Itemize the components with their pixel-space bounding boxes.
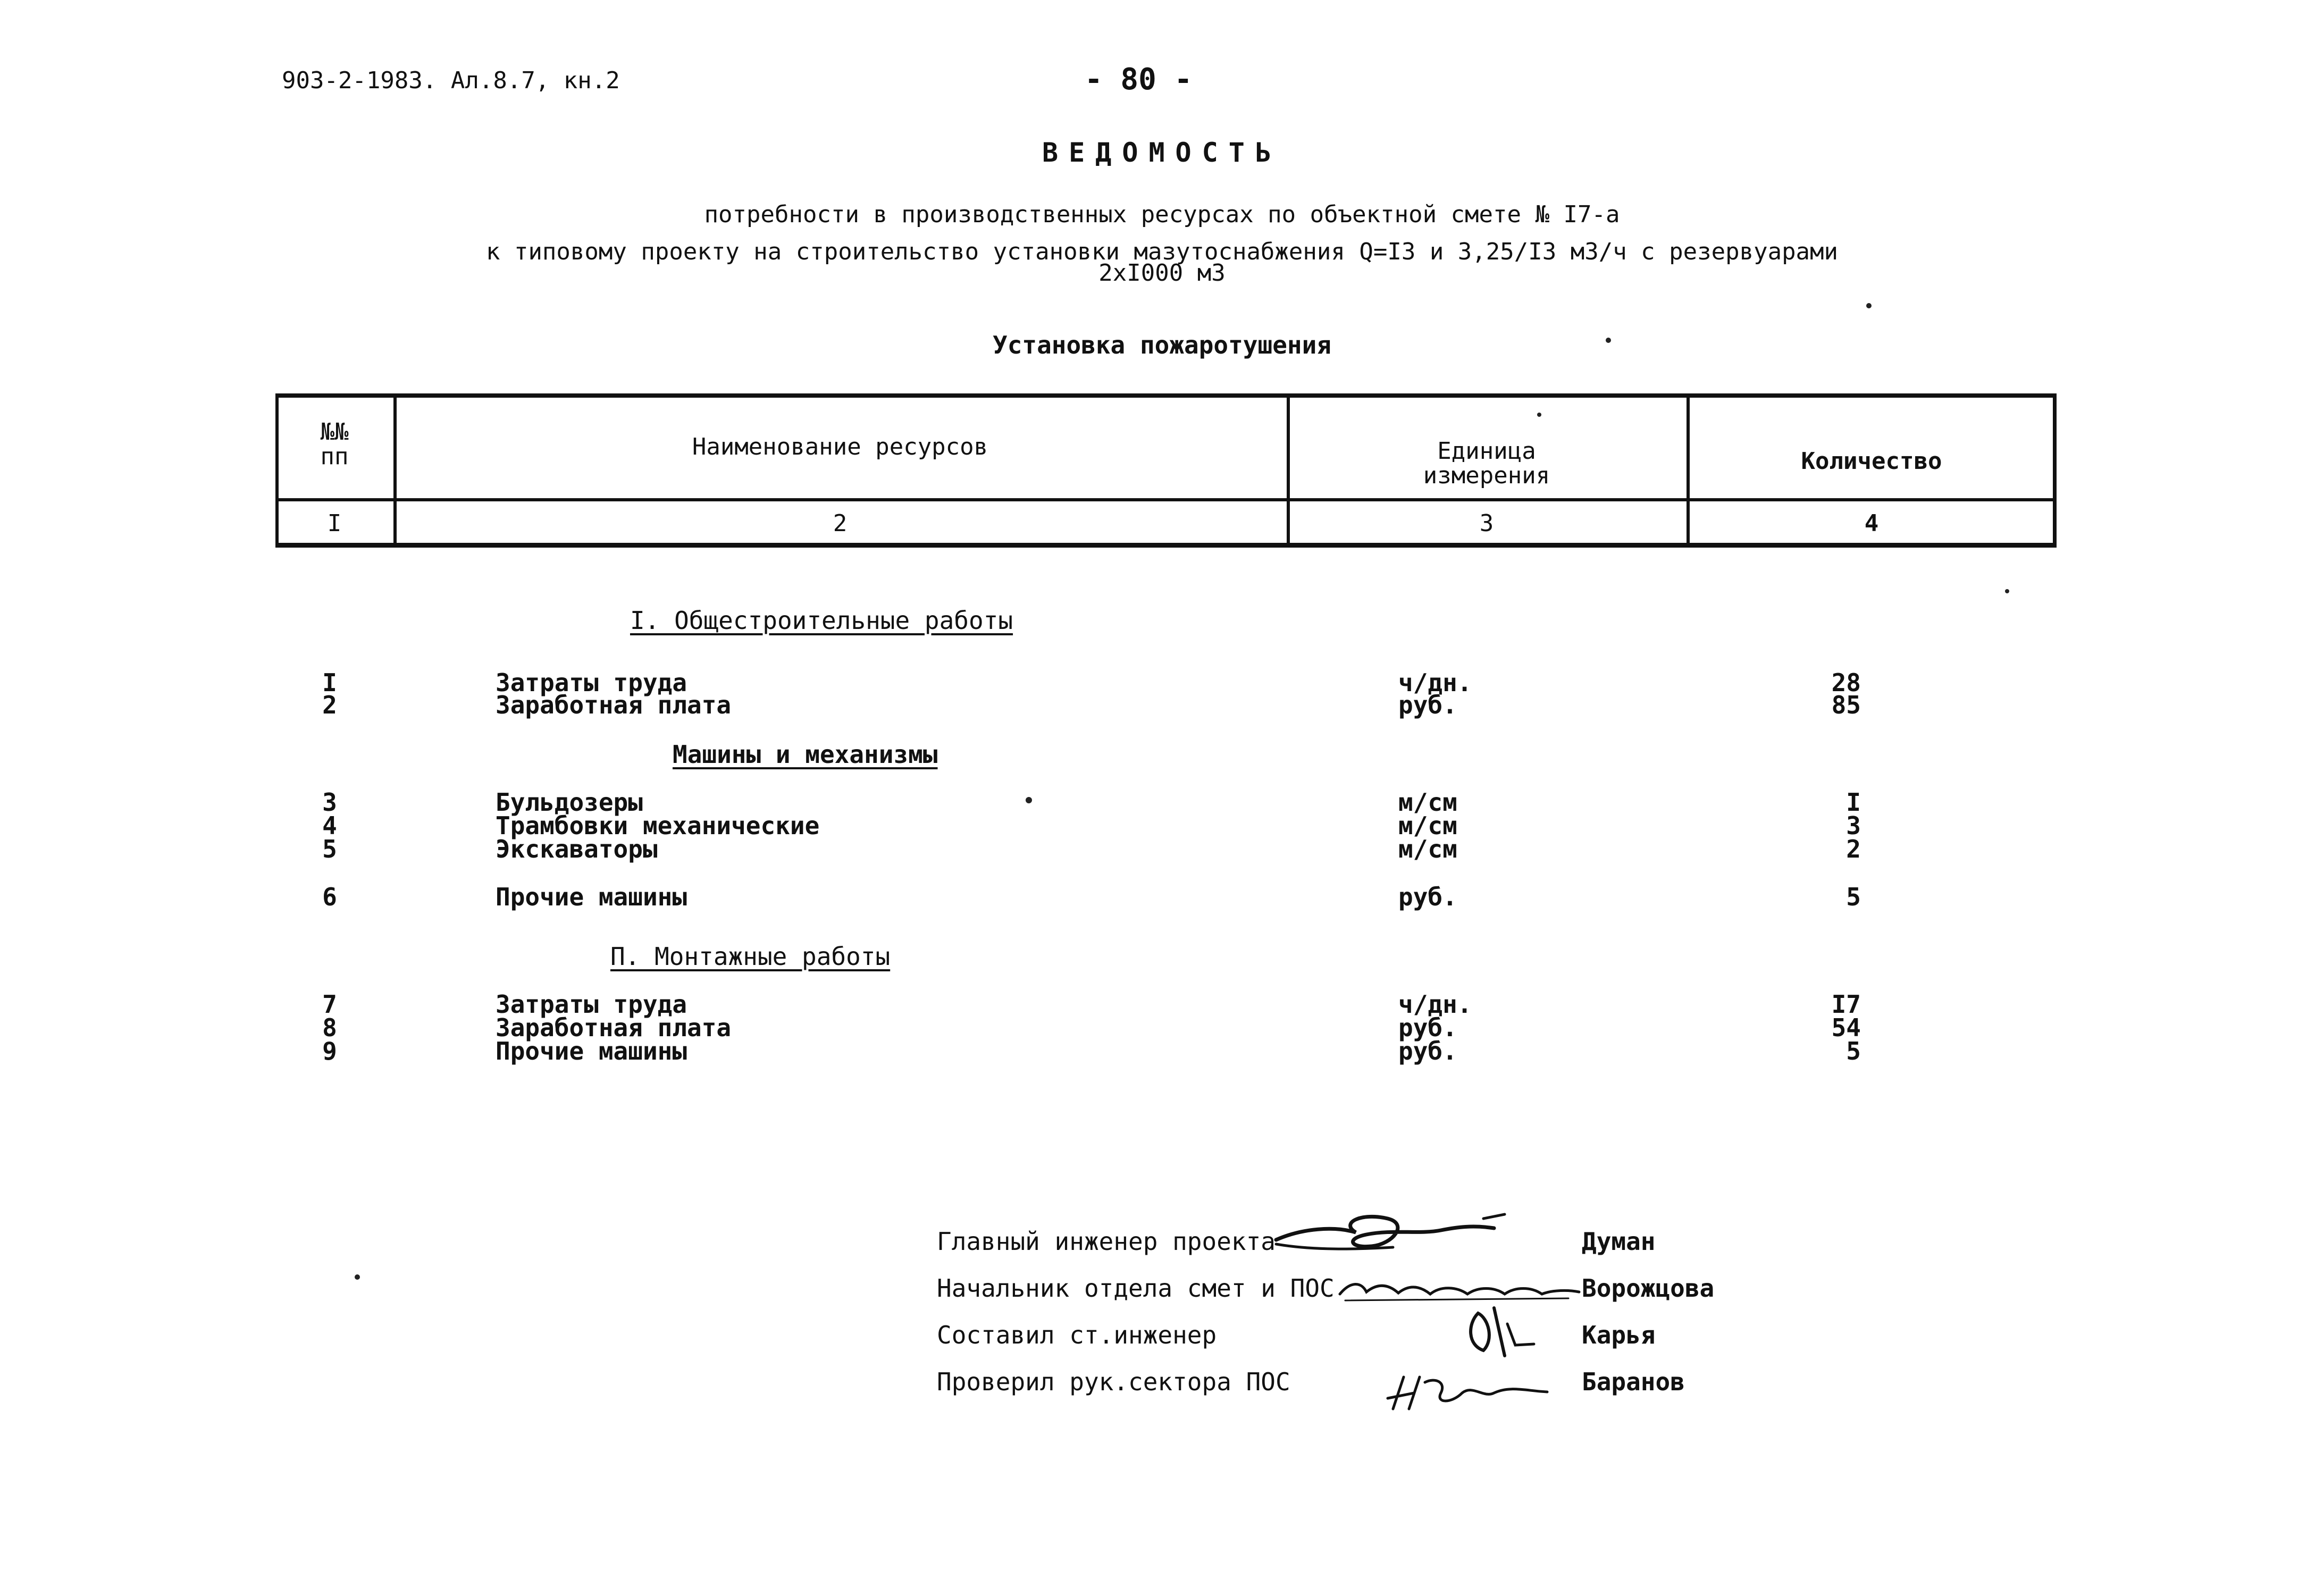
- col-header-unit: Единица измерения: [1423, 438, 1550, 490]
- table-row: 8 Заработная плата руб. 54: [322, 1013, 1861, 1042]
- col-header-name: Наименование ресурсов: [692, 433, 988, 460]
- section-heading-general: I. Общестроительные работы: [630, 606, 1013, 635]
- subtitle-line-2: к типовому проекту на строительство установки мазутоснабжения Q=I3 и 3,25/I3 м3/ч с резервуарами: [485, 238, 1839, 265]
- table-row: 7 Затраты труда ч/дн. I7: [322, 990, 1861, 1019]
- signature-row: Начальник отдела смет и ПОС Ворожцова: [937, 1274, 1715, 1303]
- table-row: 6 Прочие машины руб. 5: [322, 883, 1861, 911]
- signature-row: Главный инженер проекта Думан: [937, 1227, 1656, 1256]
- col-header-number: №№ пп: [320, 418, 349, 471]
- section-heading-mounting: П. Монтажные работы: [610, 942, 891, 971]
- table-row: 9 Прочие машины руб. 5: [322, 1037, 1861, 1065]
- table-row: 5 Экскаваторы м/см 2: [322, 835, 1861, 863]
- col-index-2: 2: [833, 510, 848, 537]
- col-index-3: 3: [1479, 510, 1494, 537]
- col-index-1: I: [327, 510, 342, 537]
- table-row: 2 Заработная плата руб. 85: [322, 691, 1861, 719]
- col-header-quantity: Количество: [1801, 448, 1942, 475]
- subtitle-line-3: 2хI000 м3: [1098, 259, 1226, 287]
- col-index-4: 4: [1864, 510, 1879, 537]
- section-title: Установка пожаротушения: [993, 331, 1331, 359]
- table-row: 3 Бульдозеры м/см I: [322, 788, 1861, 817]
- document-code: 903-2-1983. Ал.8.7, кн.2: [282, 67, 620, 94]
- table-row: 4 Трамбовки механические м/см 3: [322, 811, 1861, 840]
- section-heading-machines: Машины и механизмы: [673, 740, 938, 769]
- signature-row: Составил ст.инженер Карья: [937, 1321, 1656, 1349]
- page-number: - 80 -: [1085, 62, 1193, 97]
- signature-row: Проверил рук.сектора ПОС Баранов: [937, 1367, 1685, 1396]
- document-title: ВЕДОМОСТЬ: [1042, 137, 1282, 168]
- subtitle-line-1: потребности в производственных ресурсах по объектной смете № I7-а: [704, 201, 1620, 228]
- table-row: I Затраты труда ч/дн. 28: [322, 668, 1861, 697]
